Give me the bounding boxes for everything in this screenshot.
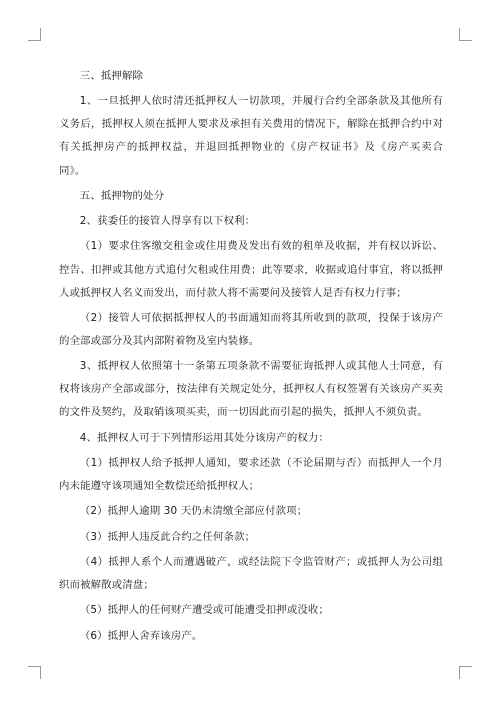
paragraph-disposal-4: 4、抵押权人可于下列情形运用其处分该房产的权力： (79, 431, 329, 444)
paragraph-condition-1: （1）抵押权人给予抵押人通知，要求还款（不论届期与否）而抵押人一个月内未能遵守该项通知全数偿还给抵押权人； (59, 457, 443, 493)
paragraph-receiver-right-2: （2）接管人可依据抵押权人的书面通知而将其所收到的款项，投保于该房产的全部或部分及其内部附着物及室内装修。 (59, 311, 443, 347)
paragraph-disposal-3: 3、抵押权人依照第十一条第五项条款不需要征询抵押人或其他人士同意，有权将该房产全部或部分，按法律有关规定处分，抵押权人有权签署有关该房产买卖的文件及契约，及取销该项买卖，而一切因此而引起的损失，抵押人不须负责。 (59, 360, 443, 419)
paragraph-condition-6: （6）抵押人舍弃该房产。 (79, 629, 203, 642)
paragraph-release-1: 1、一旦抵押人依时清还抵押权人一切款项，并履行合约全部条款及其他所有义务后，抵押权人须在抵押人要求及承担有关费用的情况下，解除在抵押合约中对有关抵押房产的抵押权益，并退回抵押物业的《房产权证书》及《房产买卖合同》。 (59, 95, 443, 177)
section-heading-disposal: 五、抵押物的处分 (79, 189, 165, 202)
paragraph-condition-2: （2）抵押人逾期 30 天仍未清缴全部应付款项； (79, 505, 308, 518)
paragraph-receiver-right-1: （1）要求住客缴交租金或住用费及发出有效的租单及收据，并有权以诉讼、控告、扣押或其他方式追付欠租或住用费；此等要求，收据或追付事宜，将以抵押人或抵押权人名义而发出，而付款人将不需要问及接管人是否有权力行事； (59, 240, 443, 299)
paragraph-condition-4: （4）抵押人系个人而遭遇破产，或经法院下令监管财产；或抵押人为公司组织而被解散或清盘； (59, 555, 443, 592)
crop-mark-bottom-left (28, 666, 41, 679)
crop-mark-top-left (28, 28, 41, 41)
document-body (59, 65, 443, 648)
crop-mark-bottom-right (459, 666, 472, 679)
paragraph-receiver-rights: 2、获委任的接管人得享有以下权利： (79, 215, 256, 228)
paragraph-condition-5: （5）抵押人的任何财产遭受或可能遭受扣押或没收； (79, 604, 329, 617)
crop-mark-top-right (459, 28, 472, 41)
paragraph-condition-3: （3）抵押人违反此合约之任何条款； (79, 530, 256, 543)
section-heading-release: 三、抵押解除 (79, 70, 144, 82)
